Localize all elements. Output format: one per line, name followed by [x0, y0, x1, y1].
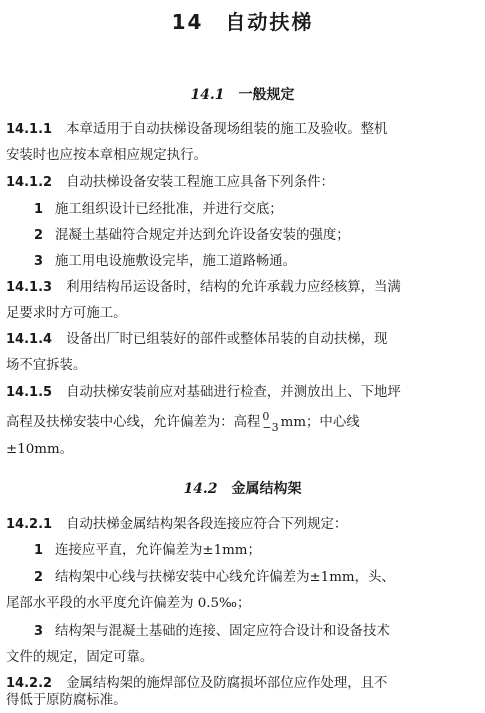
clause-14-1-3-line-1: [6, 275, 480, 301]
clause-14-1-4-line-1: [6, 327, 480, 353]
section-number: 14.1: [190, 87, 225, 103]
clause-14-1-2-line-1: [6, 170, 480, 196]
item-text: 施工用电设施敷设完毕，施工道路畅通。: [55, 254, 297, 269]
chapter-title: 14 自动扶梯: [171, 10, 314, 34]
tolerance-upper: 0: [262, 409, 270, 423]
clause-number: 14.2.1: [6, 517, 53, 532]
elevation-tolerance: [262, 411, 278, 433]
section-title: 一般规定: [238, 87, 295, 103]
clause-14-1-2-item-3: [34, 249, 480, 275]
clause-text: 设备出厂时已组装好的部件或整体吊装的自动扶梯，现: [66, 332, 388, 347]
section-heading-14-2: [0, 478, 485, 498]
item-number: 1: [34, 543, 44, 558]
clause-text: mm；中心线: [280, 415, 360, 430]
clause-text: 高程及扶梯安装中心线，允许偏差为：高程: [6, 415, 261, 430]
clause-14-1-5-line-3: ±10mm。: [6, 442, 74, 457]
clause-text: 自动扶梯安装前应对基础进行检查，并测放出上、下地坪: [66, 385, 401, 400]
item-number: 3: [34, 624, 44, 639]
clause-number: 14.1.3: [6, 280, 53, 295]
clause-14-1-2-item-1: [34, 197, 480, 223]
clause-14-1-1-line-1: [6, 117, 480, 143]
clause-14-2-1-item-3-line-2: 文件的规定，固定可靠。: [6, 650, 154, 665]
item-text: 结构架与混凝土基础的连接、固定应符合设计和设备技术: [55, 624, 390, 639]
clause-text: 金属结构架的施焊部位及防腐损坏部位应作处理，且不: [66, 676, 388, 691]
clause-number: 14.1.5: [6, 385, 53, 400]
clause-text: 利用结构吊运设备时，结构的允许承载力应经核算，当满: [66, 280, 401, 295]
clause-text: 自动扶梯金属结构架各段连接应符合下列规定：: [66, 517, 348, 532]
clause-14-2-1-item-2-line-1: [34, 565, 480, 591]
item-text: 结构架中心线与扶梯安装中心线允许偏差为±1mm，头、: [55, 570, 395, 585]
clause-number: 14.2.2: [6, 676, 53, 691]
item-number: 1: [34, 202, 44, 217]
item-text: 施工组织设计已经批准，并进行交底；: [55, 202, 283, 217]
clause-number: 14.1.2: [6, 175, 53, 190]
clause-14-1-5-line-1: [6, 380, 480, 406]
clause-14-2-1-item-2-line-2: 尾部水平段的水平度允许偏差为 0.5‰；: [6, 596, 251, 611]
section-heading-14-1: [0, 84, 485, 104]
clause-14-1-1-line-2: 安装时也应按本章相应规定执行。: [6, 148, 207, 163]
clause-14-1-5-line-2: [6, 408, 480, 438]
clause-14-1-2-item-2: [34, 223, 480, 249]
clause-14-2-1-item-1: [34, 538, 480, 564]
clause-14-1-4-line-2: 场不宜拆装。: [6, 358, 87, 373]
tolerance-lower: −3: [262, 420, 279, 434]
clause-14-2-1-item-3-line-1: [34, 619, 480, 645]
clause-text: 自动扶梯设备安装工程施工应具备下列条件：: [66, 175, 334, 190]
item-number: 2: [34, 228, 44, 243]
clause-text: 本章适用于自动扶梯设备现场组装的施工及验收。整机: [66, 122, 388, 137]
item-number: 2: [34, 570, 44, 585]
item-text: 混凝土基础符合规定并达到允许设备安装的强度；: [55, 228, 350, 243]
section-title: 金属结构架: [231, 481, 302, 497]
item-number: 3: [34, 254, 44, 269]
clause-number: 14.1.4: [6, 332, 53, 347]
clause-number: 14.1.1: [6, 122, 53, 137]
clause-14-1-3-line-2: 足要求时方可施工。: [6, 306, 127, 321]
clause-14-2-2-line-2: 得低于原防腐标准。: [6, 693, 127, 708]
clause-14-2-1-line-1: [6, 512, 480, 538]
section-number: 14.2: [183, 481, 218, 497]
item-text: 连接应平直，允许偏差为±1mm；: [55, 543, 261, 558]
